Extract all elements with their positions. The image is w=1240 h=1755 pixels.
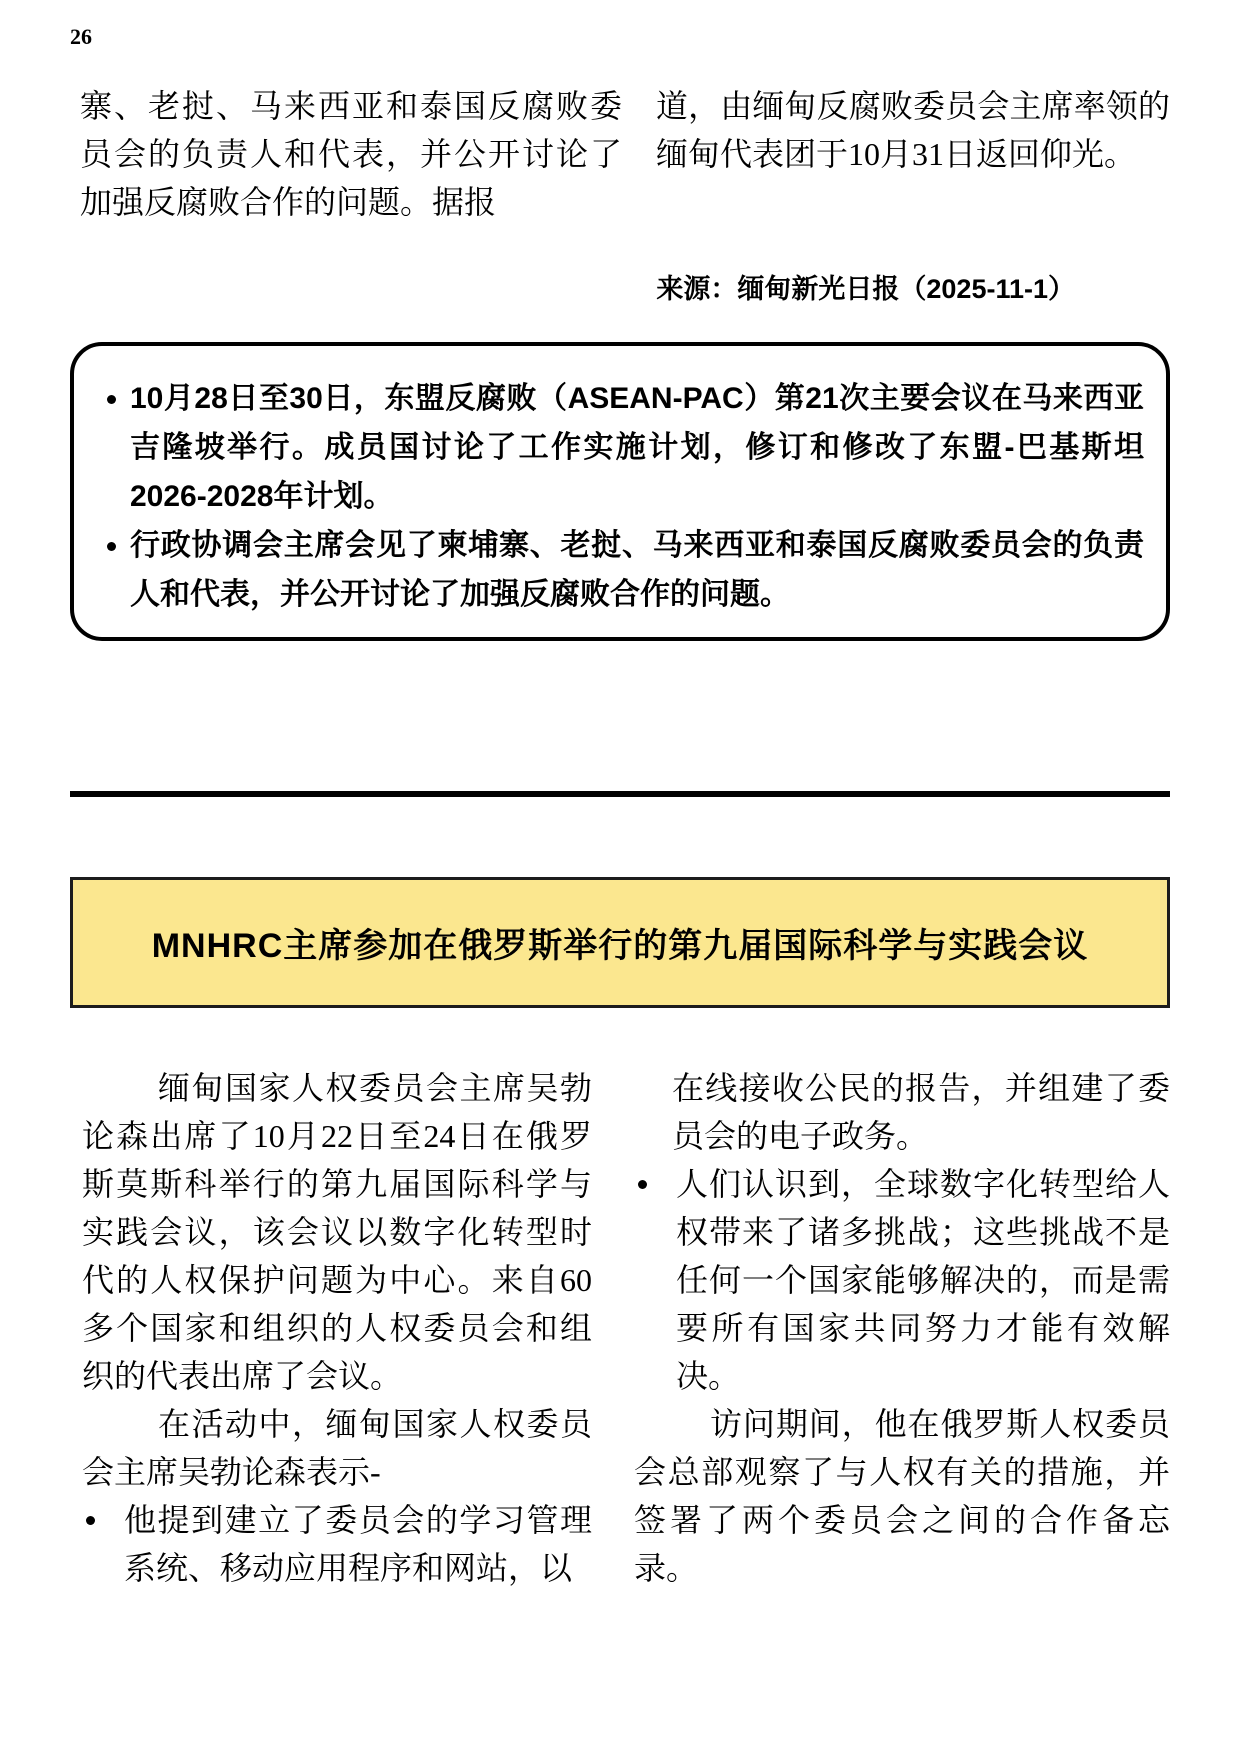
summary-bullet-text: 10月28日至30日，东盟反腐败（ASEAN-PAC）第21次主要会议在马来西亚吉隆坡举行。成员国讨论了工作实施计划，修订和修改了东盟-巴基斯坦2026-2028年计划。 [130,382,1144,513]
top-article-left-column: 寨、老挝、马来西亚和泰国反腐败委员会的负责人和代表，并公开讨论了加强反腐败合作的问题。据报 [80,88,622,220]
top-article [70,82,1170,226]
body-left-column [70,1064,592,1592]
body-bullet-item [634,1160,1170,1400]
body-paragraph: 访问期间，他在俄罗斯人权委员会总部观察了与人权有关的措施，并签署了两个委员会之间的合作备忘录。 [634,1406,1170,1586]
page-content [0,82,1240,1592]
bullet-continuation-text: 在线接收公民的报告，并组建了委员会的电子政务。 [672,1070,1170,1154]
top-article-right-column: 道，由缅甸反腐败委员会主席率领的缅甸代表团于10月31日返回仰光。 [656,88,1170,172]
bullet-marker-icon [92,374,130,521]
body-bullet-item [82,1496,592,1592]
summary-bullet-item [92,521,1144,619]
bullet-marker-icon [634,1160,676,1400]
body-paragraph: 在活动中，缅甸国家人权委员会主席吴勃论森表示- [82,1406,592,1490]
source-attribution: 来源：缅甸新光日报（2025-11-1） [656,274,1075,304]
body-bullet-text: 人们认识到，全球数字化转型给人权带来了诸多挑战；这些挑战不是任何一个国家能够解决的，而是需要所有国家共同努力才能有效解决。 [676,1166,1170,1394]
article-title-box [70,877,1170,1008]
body-bullet-text: 他提到建立了委员会的学习管理系统、移动应用程序和网站，以 [124,1502,592,1586]
section-divider [70,791,1170,797]
body-right-column [622,1064,1170,1592]
body-paragraph: 缅甸国家人权委员会主席吴勃论森出席了10月22日至24日在俄罗斯莫斯科举行的第九届国际科学与实践会议，该会议以数字化转型时代的人权保护问题为中心。来自60多个国家和组织的人权委员会和组织的代表出席了会议。 [82,1070,592,1394]
summary-box [70,342,1170,641]
article-title: MNHRC主席参加在俄罗斯举行的第九届国际科学与实践会议 [151,927,1089,965]
bullet-marker-icon [82,1496,124,1592]
page-number: 26 [70,24,92,49]
summary-bullet-item [92,374,1144,521]
bullet-marker-icon [92,521,130,619]
article-body [70,1064,1170,1592]
summary-bullet-text: 行政协调会主席会见了柬埔寨、老挝、马来西亚和泰国反腐败委员会的负责人和代表，并公开讨论了加强反腐败合作的问题。 [130,529,1144,611]
